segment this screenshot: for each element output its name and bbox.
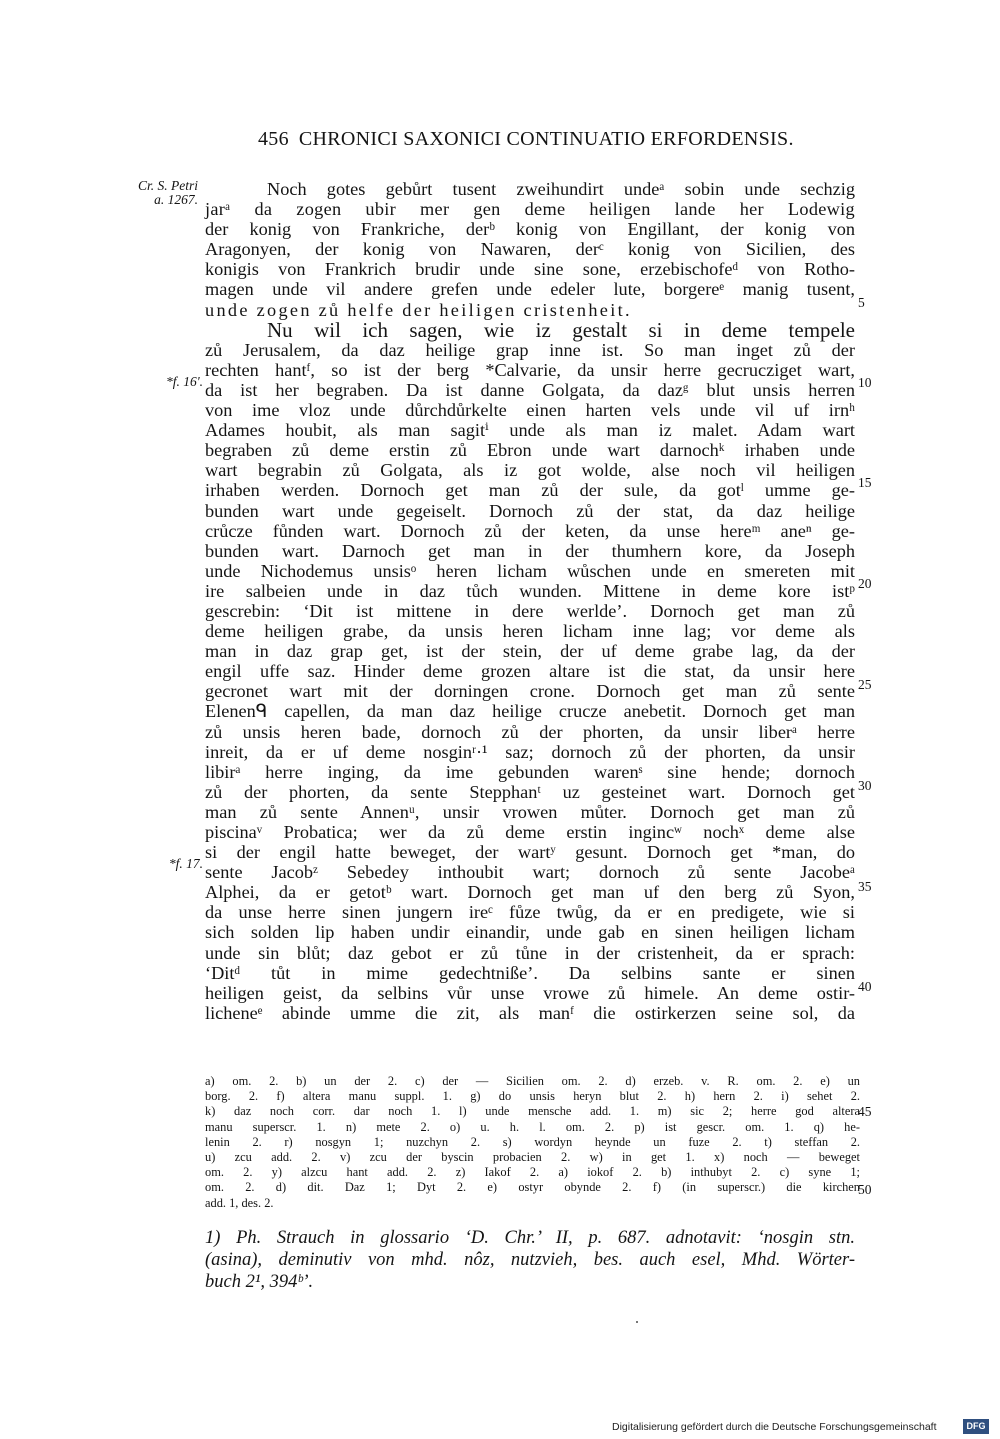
- text-line: zů unsis heren bade, dornoch zů der phorten, da unsir liberᵃ herre: [205, 721, 855, 742]
- line-number: 50: [858, 1182, 872, 1197]
- text-line: da unse herre sinen jungern ireᶜ fůze twůg, da er en predigete, wie si: [205, 902, 855, 923]
- line-number: 20: [858, 576, 872, 591]
- line-number: 45: [858, 1104, 872, 1119]
- text-line: sente Jacobᶻ Sebedey inthoubit wart; dornoch zů sente Jacobeᵃ: [205, 862, 855, 883]
- footnote-line: a) om. 2. b) un der 2. c) der — Sicilien om. 2. d) erzeb. v. R. om. 2. e) un: [205, 1074, 860, 1088]
- text-line: bunden wart unde gegeiselt. Dornoch zů der stat, da daz heilige: [205, 500, 855, 521]
- text-line: irhaben werden. Dornoch get man zů der sule, da gotˡ umme ge-: [205, 480, 855, 501]
- text-line: man in daz grap get, ist der stein, der uf deme grabe lag, da der: [205, 641, 855, 662]
- text-line: gescrebin: ‘Dit ist mittene in dere werlde’. Dornoch get man zů: [205, 600, 855, 621]
- running-head: [258, 128, 794, 151]
- text-line: sich solden lip haben undir einandir, unde gab en sinen heiligen licham: [205, 922, 855, 943]
- line-number: 15: [858, 475, 872, 490]
- text-line: unde sin blůt; daz gebot er zů tůne in der cristenheit, da er sprach:: [205, 942, 855, 963]
- text-line: rechten hantᶠ, so ist der berg *Calvarie, da unsir herre gecrucziget wart,: [205, 359, 855, 380]
- text-line: Aragonyen, der konig von Nawaren, derᶜ konig von Sicilien, des: [205, 239, 855, 260]
- page-number: 456: [258, 128, 289, 150]
- text-line: deme heiligen grabe, da unsis heren licham inne lag; vor deme als: [205, 621, 855, 642]
- text-line: unde zogen zů helfe der heiligen cristenheit.: [205, 299, 632, 320]
- apparatus-footnotes: [205, 1074, 860, 1211]
- text-line: zů der phorten, da sente Stepphanᵗ uz gesteinet wart. Dornoch get: [205, 781, 855, 802]
- footnote-line: om. 2. y) alzcu hant add. 2. z) Iakof 2. a) iokof 2. b) inthubyt 2. c) syne 1;: [205, 1165, 860, 1180]
- commentary-line: buch 2¹, 394ᵇ’.: [205, 1272, 314, 1292]
- text-line: von ime vloz unde důrchdůrkelte einen harten vels unde vil uf irnʰ: [205, 400, 855, 421]
- text-line: si der engil hatte beweget, der wartʸ gesunt. Dornoch get *man, do: [205, 842, 855, 863]
- text-line: Nu wil ich sagen, wie iz gestalt si in deme tempele: [267, 317, 855, 342]
- text-line: Adames houbit, als man sagitⁱ unde als man iz malet. Adam wart: [205, 420, 855, 441]
- commentary-line: 1) Ph. Strauch in glossario ‘D. Chr.’ II, p. 687. adnotavit: ‘nosgin stn.: [205, 1228, 855, 1248]
- main-text: [205, 179, 855, 1023]
- text-line: konigis von Frankrich brudir unde sine sone, erzebischofeᵈ von Rotho-: [205, 259, 855, 280]
- footnote-line: lenin 2. r) nosgyn 1; nuzchyn 2. s) wordyn heynde un fuze 2. t) steffan 2.: [205, 1134, 860, 1149]
- margin-year: a. 1267.: [154, 192, 198, 207]
- text-line: gecronet wart mit der dorningen crone. Dornoch get man zů sente: [205, 681, 855, 702]
- line-number: 5: [858, 295, 865, 310]
- text-line: magen unde vil andere grefen unde edeler lute, borgereᵉ manig tusent,: [205, 279, 855, 300]
- text-line: libirᵃ herre inging, da ime gebunden warenˢ sine hende; dornoch: [205, 761, 855, 782]
- text-line: zů Jerusalem, da daz heilige grap inne ist. So man inget zů der: [205, 339, 855, 360]
- text-line: der konig von Frankriche, derᵇ konig von Engillant, der konig von: [205, 219, 855, 240]
- text-line: licheneᵉ abinde umme die zit, als manᶠ die ostirkerzen seine sol, da: [205, 1002, 855, 1023]
- footnote-line: k) daz noch corr. dar noch 1. l) unde mensche add. 1. m) sic 2; herre god altera: [205, 1104, 860, 1119]
- commentary-line: (asina), deminutiv von mhd. nôz, nutzvieh, bes. auch esel, Mhd. Wörter-: [205, 1250, 855, 1270]
- text-line: inreit, da er uf deme nosginʳ·¹ saz; dornoch zů der phorten, da unsir: [205, 741, 855, 762]
- footnote-line: borg. 2. f) altera manu suppl. 1. g) do unsis heryn blut 2. h) hern 2. i) sehet 2.: [205, 1089, 860, 1104]
- text-line: engil uffe saz. Hinder deme grozen altare ist die stat, da unsir here: [205, 661, 855, 682]
- text-line: bunden wart. Darnoch get man in der thumhern kore, da Joseph: [205, 540, 855, 561]
- text-line: crůcze fůnden wart. Dornoch zů der keten, da unse hereᵐ aneⁿ ge-: [205, 520, 855, 541]
- footnote-line: om. 2. d) dit. Daz 1; Dyt 2. e) ostyr obynde 2. f) (in superscr.) die kirchen: [205, 1180, 860, 1195]
- margin-source: Cr. S. Petri: [137, 178, 198, 193]
- text-line: wart begrabin zů Golgata, als iz got wolde, alse noch vil heiligen: [205, 460, 855, 481]
- line-number: 40: [858, 979, 872, 994]
- text-line: ire salbeien unde in daz tůch wunden. Mittene in deme kore istᵖ: [205, 580, 855, 601]
- line-number: 30: [858, 778, 872, 793]
- text-line: piscinaᵛ Probatica; wer da zů deme erstin ingincʷ nochˣ deme alse: [205, 822, 855, 842]
- text-line: jarᵃ da zogen ubir mer gen deme heiligen lande her Lodewig: [205, 199, 855, 220]
- text-line: Elenenᑫ capellen, da man daz heilige crucze anebetit. Dornoch get man: [205, 701, 855, 722]
- dfg-logo: DFG: [963, 1419, 989, 1434]
- text-line: da ist her begraben. Da ist danne Golgata, da dazᵍ blut unsis herren: [205, 379, 855, 400]
- text-line: ‘Ditᵈ tůt in mime gedechtniße’. Da selbins sante er sinen: [205, 962, 855, 983]
- text-line: unde Nichodemus unsisᵒ heren licham wůschen unde en smereten mit: [205, 560, 855, 581]
- footnote-line: u) zcu add. 2. v) zcu der byscin probacien 2. w) in get 1. x) noch — beweget: [205, 1149, 860, 1164]
- text-line: Alphei, da er getotᵇ wart. Dornoch get man uf den berg zů Syon,: [205, 882, 855, 903]
- line-number: 35: [858, 879, 872, 894]
- margin-folio-17: *f. 17.: [168, 856, 203, 871]
- page-speck: [636, 1321, 638, 1323]
- text-line: man zů sente Annenᵘ, unsir vrowen můter. Dornoch get man zů: [205, 801, 855, 822]
- margin-folio-16: *f. 16'.: [165, 374, 203, 389]
- digitization-credit: Digitalisierung gefördert durch die Deutsche Forschungsgemeinschaft: [612, 1421, 937, 1433]
- footnote-line: manu superscr. 1. n) mete 2. o) u. h. l. om. 2. p) ist gescr. om. 1. q) he-: [205, 1119, 860, 1134]
- page-title: CHRONICI SAXONICI CONTINUATIO ERFORDENSIS.: [298, 128, 794, 150]
- footnote-line: add. 1, des. 2.: [205, 1195, 274, 1210]
- commentary-note: [205, 1227, 855, 1293]
- text-line: Noch gotes gebůrt tusent zweihundirt undeᵃ sobin unde sechzig: [267, 179, 855, 199]
- line-number: 25: [858, 677, 872, 692]
- text-line: heiligen geist, da selbins vůr unse vrowe zů himele. An deme ostir-: [205, 982, 855, 1003]
- text-line: begraben zů deme erstin zů Ebron unde wart darnochᵏ irhaben unde: [205, 440, 855, 461]
- line-number: 10: [858, 375, 872, 390]
